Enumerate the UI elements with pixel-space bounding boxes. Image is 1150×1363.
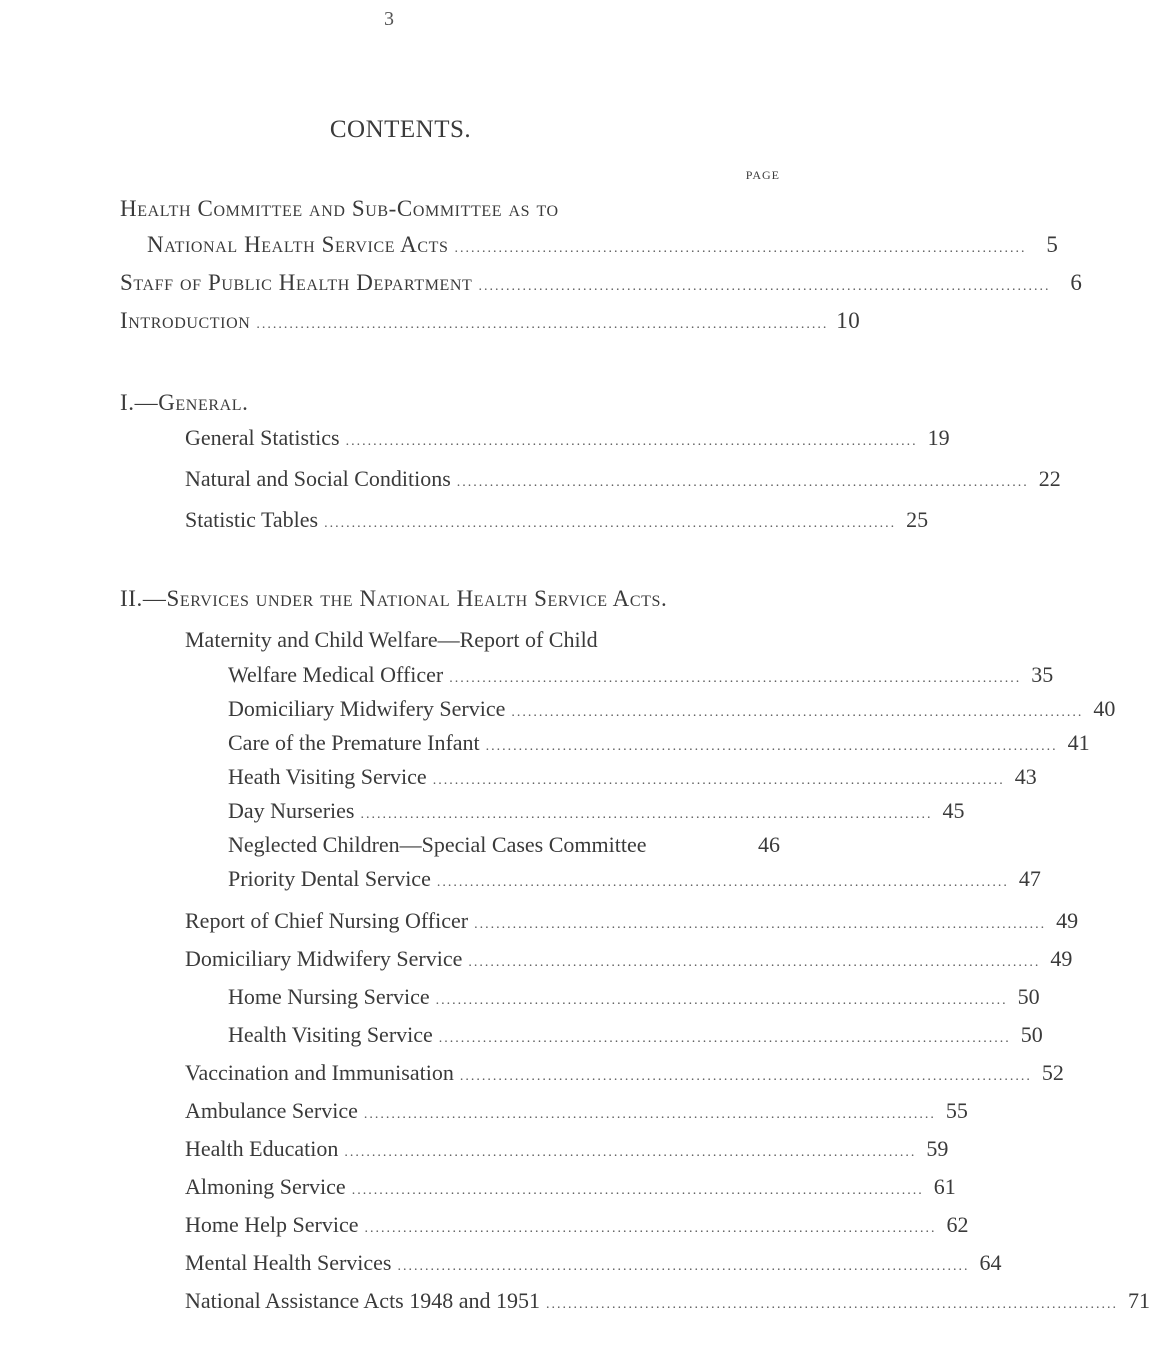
dot-leader: ........................................................................................................ — [474, 917, 1047, 932]
toc-entry[interactable] — [185, 1058, 1064, 1088]
toc-entry-page: 49 — [1050, 946, 1073, 971]
toc-entry[interactable] — [185, 1210, 969, 1240]
toc-entry[interactable] — [185, 1248, 1002, 1278]
dot-leader: ........................................................................................................ — [546, 1297, 1119, 1312]
dot-leader: ........................................................................................................ — [449, 671, 1022, 686]
toc-entry-label: Welfare Medical Officer — [228, 662, 444, 687]
dot-leader: ........................................................................................................ — [360, 807, 933, 822]
toc-entry-label: National Assistance Acts 1948 and 1951 — [185, 1288, 541, 1313]
toc-entry-page: 50 — [1017, 984, 1040, 1009]
dot-leader: ........................................................................................................ — [324, 516, 897, 531]
toc-entry-label: Health Education — [185, 1136, 339, 1161]
toc-entry-page: 46 — [758, 832, 780, 857]
toc-entry-label: Health Visiting Service — [228, 1022, 433, 1047]
toc-entry-label: General Statistics — [185, 425, 340, 450]
toc-entry-label: Priority Dental Service — [228, 866, 431, 891]
toc-entry-label: Introduction — [120, 308, 251, 333]
toc-entry[interactable] — [228, 796, 965, 826]
toc-entry-introduction[interactable] — [120, 306, 861, 336]
toc-entry[interactable] — [185, 1172, 956, 1202]
toc-entry-label: Statistic Tables — [185, 507, 319, 532]
dot-leader: ........................................................................................................ — [436, 875, 1009, 890]
toc-entry-label: Almoning Service — [185, 1174, 346, 1199]
toc-entry[interactable] — [185, 906, 1079, 936]
dot-leader: ........................................................................................................ — [468, 955, 1041, 970]
dot-leader: ........................................................................................................ — [345, 434, 918, 449]
toc-entry[interactable] — [185, 1134, 949, 1164]
toc-entry-committee-line1: Health Committee and Sub-Committee as to — [120, 196, 559, 221]
toc-entry-page: 40 — [1093, 696, 1116, 721]
toc-entry-maternity-line1: Maternity and Child Welfare—Report of Child — [185, 627, 598, 652]
toc-entry-label: National Health Service Acts — [147, 232, 449, 257]
toc-entry-page: 47 — [1018, 866, 1041, 891]
toc-entry-page: 61 — [933, 1174, 956, 1199]
toc-entry-label: Home Nursing Service — [228, 984, 430, 1009]
section-heading-services: II.—Services under the National Health Service Acts. — [120, 586, 668, 611]
dot-leader: ........................................................................................................ — [478, 279, 1051, 294]
dot-leader: ........................................................................................................ — [363, 1107, 936, 1122]
toc-entry-page: 49 — [1056, 908, 1079, 933]
toc-entry-label: Care of the Premature Infant — [228, 730, 480, 755]
toc-entry-page: 52 — [1041, 1060, 1064, 1085]
toc-entry[interactable] — [185, 1286, 1150, 1316]
toc-entry[interactable] — [185, 944, 1073, 974]
toc-entry-label: Home Help Service — [185, 1212, 359, 1237]
page-column-heading: PAGE — [745, 168, 780, 182]
toc-entry-page: 45 — [942, 798, 965, 823]
toc-entry-committee[interactable] — [147, 230, 1059, 260]
toc-entry-staff[interactable] — [120, 268, 1083, 298]
dot-leader: ........................................................................................................ — [256, 317, 829, 332]
toc-entry-page: 62 — [946, 1212, 969, 1237]
toc-entry-label: Ambulance Service — [185, 1098, 358, 1123]
dot-leader: ........................................................................................................ — [344, 1145, 917, 1160]
toc-entry-page: 19 — [927, 425, 950, 450]
toc-entry-page: 10 — [836, 308, 861, 333]
toc-entry[interactable] — [185, 505, 929, 535]
page-title: CONTENTS. — [329, 116, 472, 143]
dot-leader: ........................................................................................................ — [438, 1031, 1011, 1046]
toc-entry-page: 5 — [1046, 232, 1059, 257]
toc-entry-page: 41 — [1067, 730, 1090, 755]
toc-entry-page: 50 — [1020, 1022, 1043, 1047]
dot-leader: ........................................................................................................ — [351, 1183, 924, 1198]
toc-entry-maternity[interactable] — [228, 660, 1054, 690]
dot-leader: ........................................................................................................ — [432, 773, 1005, 788]
toc-entry[interactable] — [228, 864, 1041, 894]
toc-entry-label: Staff of Public Health Department — [120, 270, 473, 295]
toc-entry[interactable] — [228, 1020, 1043, 1050]
toc-entry[interactable] — [228, 982, 1040, 1012]
toc-entry-page: 6 — [1070, 270, 1083, 295]
dot-leader: ........................................................................................................ — [364, 1221, 937, 1236]
dot-leader: ........................................................................................................ — [397, 1259, 970, 1274]
toc-entry-label: Neglected Children—Special Cases Committee — [228, 832, 647, 857]
toc-entry[interactable] — [228, 762, 1037, 792]
toc-entry-label: Domiciliary Midwifery Service — [185, 946, 463, 971]
toc-entry-page: 35 — [1031, 662, 1054, 687]
page-number: 3 — [384, 8, 394, 30]
toc-entry-page: 25 — [906, 507, 929, 532]
toc-entry-page: 64 — [979, 1250, 1002, 1275]
toc-entry-page: 71 — [1128, 1288, 1150, 1313]
dot-leader: ........................................................................................................ — [454, 241, 1027, 256]
toc-entry-label: Heath Visiting Service — [228, 764, 427, 789]
toc-entry-page: 55 — [945, 1098, 968, 1123]
toc-entry-page: 22 — [1038, 466, 1061, 491]
toc-entry[interactable] — [185, 423, 950, 453]
toc-entry[interactable] — [228, 830, 780, 860]
toc-entry-page: 43 — [1014, 764, 1037, 789]
section-heading-general: I.—General. — [120, 390, 249, 415]
toc-entry-label: Domiciliary Midwifery Service — [228, 696, 506, 721]
toc-entry[interactable] — [185, 1096, 968, 1126]
toc-entry-label: Vaccination and Immunisation — [185, 1060, 454, 1085]
dot-leader: ........................................................................................................ — [485, 739, 1058, 754]
toc-entry-page: 59 — [926, 1136, 949, 1161]
toc-entry-label: Mental Health Services — [185, 1250, 392, 1275]
dot-leader: ........................................................................................................ — [459, 1069, 1032, 1084]
toc-entry-label: Report of Chief Nursing Officer — [185, 908, 469, 933]
dot-leader: ........................................................................................................ — [435, 993, 1008, 1008]
dot-leader: ........................................................................................................ — [511, 705, 1084, 720]
toc-entry[interactable] — [228, 694, 1116, 724]
toc-entry-label: Day Nurseries — [228, 798, 355, 823]
dot-leader: ........................................................................................................ — [456, 475, 1029, 490]
toc-entry[interactable] — [228, 728, 1090, 758]
toc-entry[interactable] — [185, 464, 1061, 494]
toc-entry-label: Natural and Social Conditions — [185, 466, 451, 491]
